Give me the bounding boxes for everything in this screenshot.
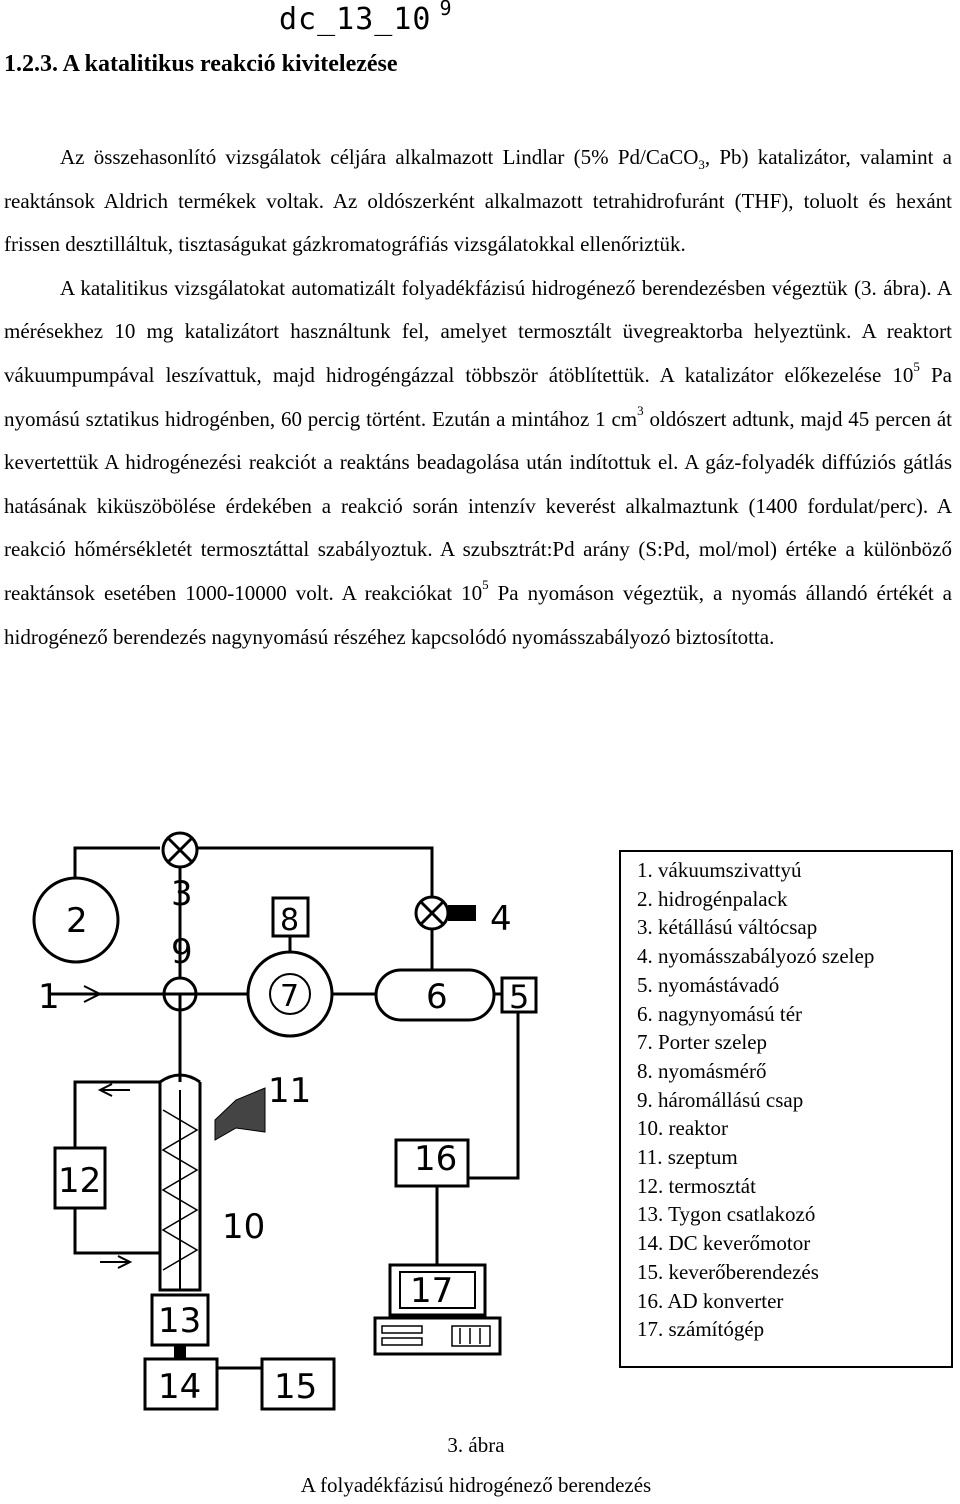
legend-item: 4. nyomásszabályozó szelep <box>637 944 875 969</box>
two-way-valve-icon <box>163 833 197 867</box>
page-number: 9 <box>439 0 453 20</box>
label-9: 9 <box>171 932 193 972</box>
page-header <box>279 2 453 40</box>
figure-number: 3. ábra <box>447 1433 505 1457</box>
tube-thermostat-top <box>75 1082 160 1148</box>
three-way-tap-icon <box>164 978 196 1010</box>
reactor <box>160 1075 200 1290</box>
paragraph-2-text-a: A katalitikus vizsgálatokat automatizált folyadékfázisú hidrogénező berendezésben végeztük (3. ábra). A mérésekhez 10 mg katalizátort használtunk fel, amelyet termosztált üvegreaktorba helyeztünk. A reaktort vákuumpumpával leszívattuk, majd hidrogéngázzal többször átöblítettük. A katalizátor előkezelése 10 <box>4 275 952 387</box>
document-id: dc_13_10 <box>279 2 432 37</box>
label-6: 6 <box>426 977 448 1017</box>
legend-item: 17. számítógép <box>637 1317 765 1342</box>
label-13: 13 <box>158 1301 202 1341</box>
paragraph-2-superscript-2: 3 <box>637 402 644 418</box>
paragraph-1-subscript: 3 <box>698 157 705 173</box>
legend-item: 13. Tygon csatlakozó <box>637 1202 816 1227</box>
label-12: 12 <box>58 1161 102 1201</box>
thermostat-arrow-out-icon <box>100 1084 130 1096</box>
paragraph-1 <box>4 136 952 267</box>
pressure-regulator-icon <box>416 897 476 929</box>
legend-item: 10. reaktor <box>637 1116 728 1141</box>
legend-box <box>619 850 953 1368</box>
figure-title: A folyadékfázisú hidrogénező berendezés <box>300 1473 652 1497</box>
vacuum-arrow-icon <box>68 986 100 1002</box>
tube-to-converter <box>467 1010 518 1178</box>
paragraph-2 <box>4 267 952 659</box>
legend-item: 14. DC keverőmotor <box>637 1231 811 1256</box>
thermostat-arrow-in-icon <box>100 1256 130 1268</box>
label-3: 3 <box>171 874 193 914</box>
legend-item: 8. nyomásmérő <box>637 1058 767 1083</box>
septum <box>215 1088 265 1140</box>
legend-item: 15. keverőberendezés <box>637 1259 819 1284</box>
label-7: 7 <box>280 979 300 1014</box>
label-8: 8 <box>280 903 300 938</box>
section-title: 1.2.3. A katalitikus reakció kivitelezése <box>4 51 398 77</box>
paragraph-1-text-b: , Pb) katalizátor, valamint a reaktánsok Aldrich termékek voltak. Az oldószerként alkalmazott tetrahidrofuránt (THF), toluolt és hexánt frissen desztilláltuk, tisztaságukat gázkromatográfiás vizsgálatokkal ellenőriztük. <box>4 145 953 257</box>
label-11: 11 <box>268 1071 312 1111</box>
label-15: 15 <box>274 1367 318 1407</box>
label-5: 5 <box>509 978 530 1016</box>
label-4: 4 <box>490 899 512 939</box>
label-17: 17 <box>410 1271 454 1311</box>
legend-item: 2. hidrogénpalack <box>637 886 788 911</box>
legend-item: 12. termosztát <box>637 1173 756 1198</box>
legend-item: 1. vákuumszivattyú <box>637 858 802 882</box>
tube-valve3-to-4 <box>196 848 432 898</box>
legend-item: 11. szeptum <box>637 1145 738 1170</box>
paragraph-2-text-b: Pa nyomású sztatikus hidrogénben, 60 percig történt. Ezután a mintához 1 cm <box>4 362 952 431</box>
legend-item: 3. kétállású váltócsap <box>637 915 818 940</box>
paragraph-2-text-d: Pa nyomáson végeztük, a nyomás állandó értékét a hidrogénező berendezés nagynyomású részéhez kapcsolódó nyomásszabályozó biztosította. <box>4 580 952 649</box>
legend-list <box>621 852 951 1344</box>
paragraph-2-superscript-3: 5 <box>482 576 489 592</box>
legend-item: 5. nyomástávadó <box>637 972 780 997</box>
body-text <box>4 136 952 659</box>
legend-item: 7. Porter szelep <box>637 1030 768 1055</box>
paragraph-2-text-c: oldószert adtunk, majd 45 percen át kevertettük A hidrogénezési reakciót a reaktáns beadagolása után indítottuk el. A gáz-folyadék diffúziós gátlás hatásának kiküszöbölése érdekében a reakció során intenzív keverést alkalmaztunk (1400 fordulat/perc). A reakció hőmérsékletét termosztáttal szabályoztuk. A szubsztrát:Pd arány (S:Pd, mol/mol) értéke a különböző reaktánsok esetében 1000-10000 volt. A reakciókat 10 <box>4 406 953 605</box>
label-14: 14 <box>158 1367 202 1407</box>
label-2: 2 <box>66 901 88 941</box>
legend-item: 6. nagynyomású tér <box>637 1001 803 1026</box>
label-16: 16 <box>414 1139 458 1179</box>
apparatus-diagram <box>0 820 620 1420</box>
label-1: 1 <box>38 977 60 1017</box>
paragraph-1-text-a: Az összehasonlító vizsgálatok céljára alkalmazott Lindlar (5% Pd/CaCO <box>60 145 699 169</box>
label-10: 10 <box>222 1207 266 1247</box>
paragraph-2-superscript-1: 5 <box>913 358 920 374</box>
tube-thermostat-bottom <box>75 1208 160 1253</box>
legend-item: 9. háromállású csap <box>637 1087 804 1112</box>
tube-top-loop <box>75 848 160 878</box>
legend-item: 16. AD konverter <box>637 1288 784 1313</box>
